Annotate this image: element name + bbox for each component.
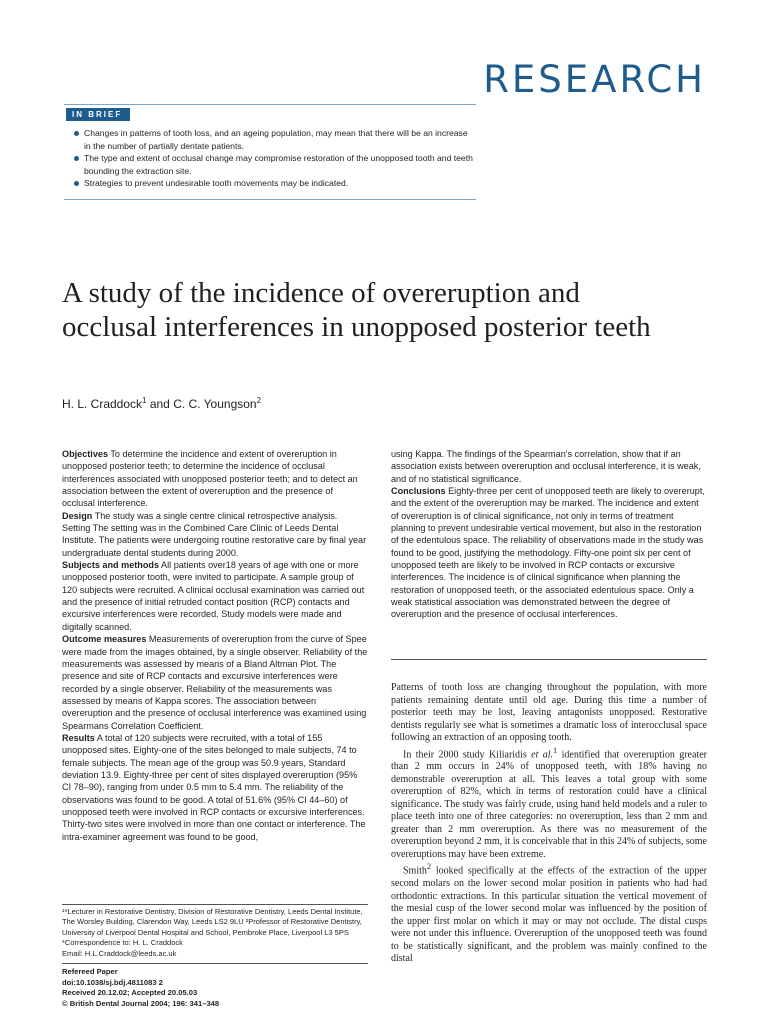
body-paragraph-3 bbox=[391, 861, 707, 965]
article-title: A study of the incidence of overeruption and occlusal interferences in unopposed posterior teeth bbox=[62, 277, 651, 343]
conclusions-text: Eighty-three per cent of unopposed teeth are likely to overerupt, and the extent of the overeruption may be marked. The incidence and extent of overeruption is of clinical significance, not only in terms of treatment planning to prevent undesirable vertical movement, but also in the restoration of the edentulous space. The reliability of observations made in the study was found to be good, justifying the methodology. Fifty-one point six per cent of unopposed teeth are likely to be involved in RCP contacts or excursive interferences. The incidence is of clinical significance when planning the restoration of unopposed teeth, or the associated edentulous space. Only a weak statistical association was demonstrated between the degree of overeruption and the presence of occlusal interferences. bbox=[391, 486, 705, 620]
affiliations: ¹*Lecturer in Restorative Dentistry, Division of Restorative Dentistry, Leeds Dental Institute, The Worsley Building, Clarendon Way, Leeds LS2 9LU ²Professor of Restorative Dentistry, University of Liverpool Dental Hospital and School, Pembroke Place, Liverpool L3 5PS bbox=[62, 907, 363, 937]
outcome-label: Outcome measures bbox=[62, 634, 147, 645]
abstract-subjects bbox=[62, 559, 368, 633]
footnotes bbox=[62, 907, 368, 959]
abstract-results bbox=[62, 732, 368, 843]
p2-etal: et al. bbox=[531, 748, 554, 760]
brief-bottom-rule bbox=[64, 199, 476, 200]
in-brief-item: Changes in patterns of tooth loss, and an ageing population, may mean that there will be an increase in the number of partially dentate patients. bbox=[74, 127, 474, 152]
objectives-text: To determine the incidence and extent of overeruption in unopposed posterior teeth; to determine the incidence of occlusal interferences associated with unopposed posterior teeth; and to detect an association between the extent of overeruption and the presence of occlusal interference. bbox=[62, 449, 358, 509]
p2-rest: identified that overeruption greater than 2 mm occurs in 24% of unopposed teeth, with 18% having no demonstrable overeruption at all. This leaves a total group with some overeruption of 82%, which in terms of restoration could have a clinical significance. The study was fairly crude, using hand held models and a ruler to place teeth into one of three categories: no overeruption, less than 2 mm and greater than 2 mm overeruption. As there was no measurement of the overeruption beyond 2 mm, it is conceivable that in this 24% of subjects, some overeruptions may have been extreme. bbox=[391, 748, 707, 860]
author-line bbox=[62, 396, 261, 411]
in-brief-item: The type and extent of occlusal change may compromise restoration of the unopposed tooth and teeth bounding the extraction site. bbox=[74, 152, 474, 177]
abstract-outcome bbox=[62, 633, 368, 732]
subjects-label: Subjects and methods bbox=[62, 560, 160, 571]
in-brief-item: Strategies to prevent undesirable tooth movements may be indicated. bbox=[74, 177, 474, 190]
brief-top-rule bbox=[64, 104, 476, 105]
abstract-left-column bbox=[62, 448, 368, 843]
reference-info bbox=[62, 967, 368, 1009]
correspondence: *Correspondence to: H. L. Craddock bbox=[62, 938, 183, 948]
abstract-right-column bbox=[391, 448, 706, 621]
abstract-body-divider bbox=[391, 659, 707, 660]
refinfo-rule bbox=[62, 963, 368, 964]
author-2-affil: 2 bbox=[256, 396, 262, 405]
email: Email: H.L.Craddock@leeds.ac.uk bbox=[62, 948, 177, 958]
abstract-conclusions bbox=[391, 485, 706, 621]
design-label: Design bbox=[62, 510, 93, 521]
received-accepted: Received 20.12.02; Accepted 20.05.03 bbox=[62, 988, 198, 998]
author-conjunction: and bbox=[146, 397, 174, 411]
results-text: A total of 120 subjects were recruited, with a total of 155 unopposed sites. Eighty-one of the sites belonged to male subjects, 74 to female subjects. The mean age of the group was 50.9 years, Standard deviation 13.9. Eighty-three per cent of sites displayed overeruption (95% CI 78–90), ranging from under 0.5 mm to 5.4 mm. The reliability of the observations was found to be good. A total of 51.6% (95% CI 44–60) of unopposed teeth were involved in RCP contacts or excursive interferences. Thirty-two sites were involved in more than one contact or interference. The intra-examiner agreement was found to be good, bbox=[62, 732, 366, 842]
outcome-text: Measurements of overeruption from the curve of Spee were made from the images obtained, by a single observer. Reliability of the measurements was assessed by means of a Bland Altman Plot. The presence and site of RCP contacts and excursive interferences were recorded by a single observer. Reliability of the measurements was assessed by means of Kappa scores. The association between overeruption and the presence of occlusal interference was examined using Spearmans Correlation Coefficient. bbox=[62, 634, 368, 731]
body-paragraph-2 bbox=[391, 745, 707, 862]
body-paragraph-1: Patterns of tooth loss are changing throughout the population, with more patients remaining dentate until old age. During this time a number of posterior teeth may be lost, leaving antagonists unopposed. Restorative dentists regularly see what is sometimes a dramatic loss of interocclusal space following an extraction of an opposing tooth. bbox=[391, 682, 707, 743]
conclusions-label: Conclusions bbox=[391, 486, 446, 497]
p2-start: In their 2000 study Kiliaridis bbox=[403, 748, 532, 760]
p2-citation: 1 bbox=[553, 745, 558, 755]
author-1: H. L. Craddock bbox=[62, 397, 143, 411]
p3-rest: looked specifically at the effects of the extraction of the upper second molars on the lower second molar position in patients who had had orthodontic extractions. In this particular situation the vertical movement of the mesial cusp of the lower second molar was influenced by the position of the upper first molar on which it may or may not occlude. The distal cusps were not under this influence. Overeruption of the unopposed teeth was found to be statistically significant, and the problem was mainly confined to the distal bbox=[391, 865, 707, 965]
in-brief-list bbox=[74, 127, 474, 190]
objectives-label: Objectives bbox=[62, 449, 108, 459]
p3-citation: 2 bbox=[426, 862, 432, 872]
copyright: © British Dental Journal 2004; 196: 341–348 bbox=[62, 998, 220, 1008]
design-text: The study was a single centre clinical retrospective analysis. Setting The setting was in the Combined Care Clinic of Leeds Dental Institute. The patients were undergoing routine restorative care by final year undergraduate dental students during 2000. bbox=[62, 510, 367, 558]
in-brief-tag: IN BRIEF bbox=[66, 108, 130, 121]
abstract-results-continued: using Kappa. The findings of the Spearman's correlation, show that if an association exists between overeruption and occlusal interference, it is weak, and of no statistical significance. bbox=[391, 449, 701, 484]
section-label: RESEARCH bbox=[483, 58, 706, 101]
results-label: Results bbox=[62, 732, 95, 743]
subjects-text: All patients over18 years of age with one or more unopposed posterior tooth, were invited to participate. A sample group of 120 subjects were recruited. A clinical occlusal examination was carried out and the presence of initial retruded contact position (RCP) contacts and excursive interferences were recorded. Study models were made and digitally scanned. bbox=[62, 560, 365, 632]
body-text bbox=[391, 682, 707, 966]
abstract-objectives bbox=[62, 448, 368, 510]
author-2: C. C. Youngson bbox=[173, 397, 257, 411]
p3-start: Smith bbox=[403, 865, 427, 877]
abstract-design bbox=[62, 510, 368, 559]
doi: doi:10.1038/sj.bdj.4811083 2 bbox=[62, 977, 163, 987]
paper-type: Refereed Paper bbox=[62, 967, 118, 976]
author-1-affil: 1 bbox=[142, 396, 147, 405]
footnote-rule bbox=[62, 904, 368, 905]
